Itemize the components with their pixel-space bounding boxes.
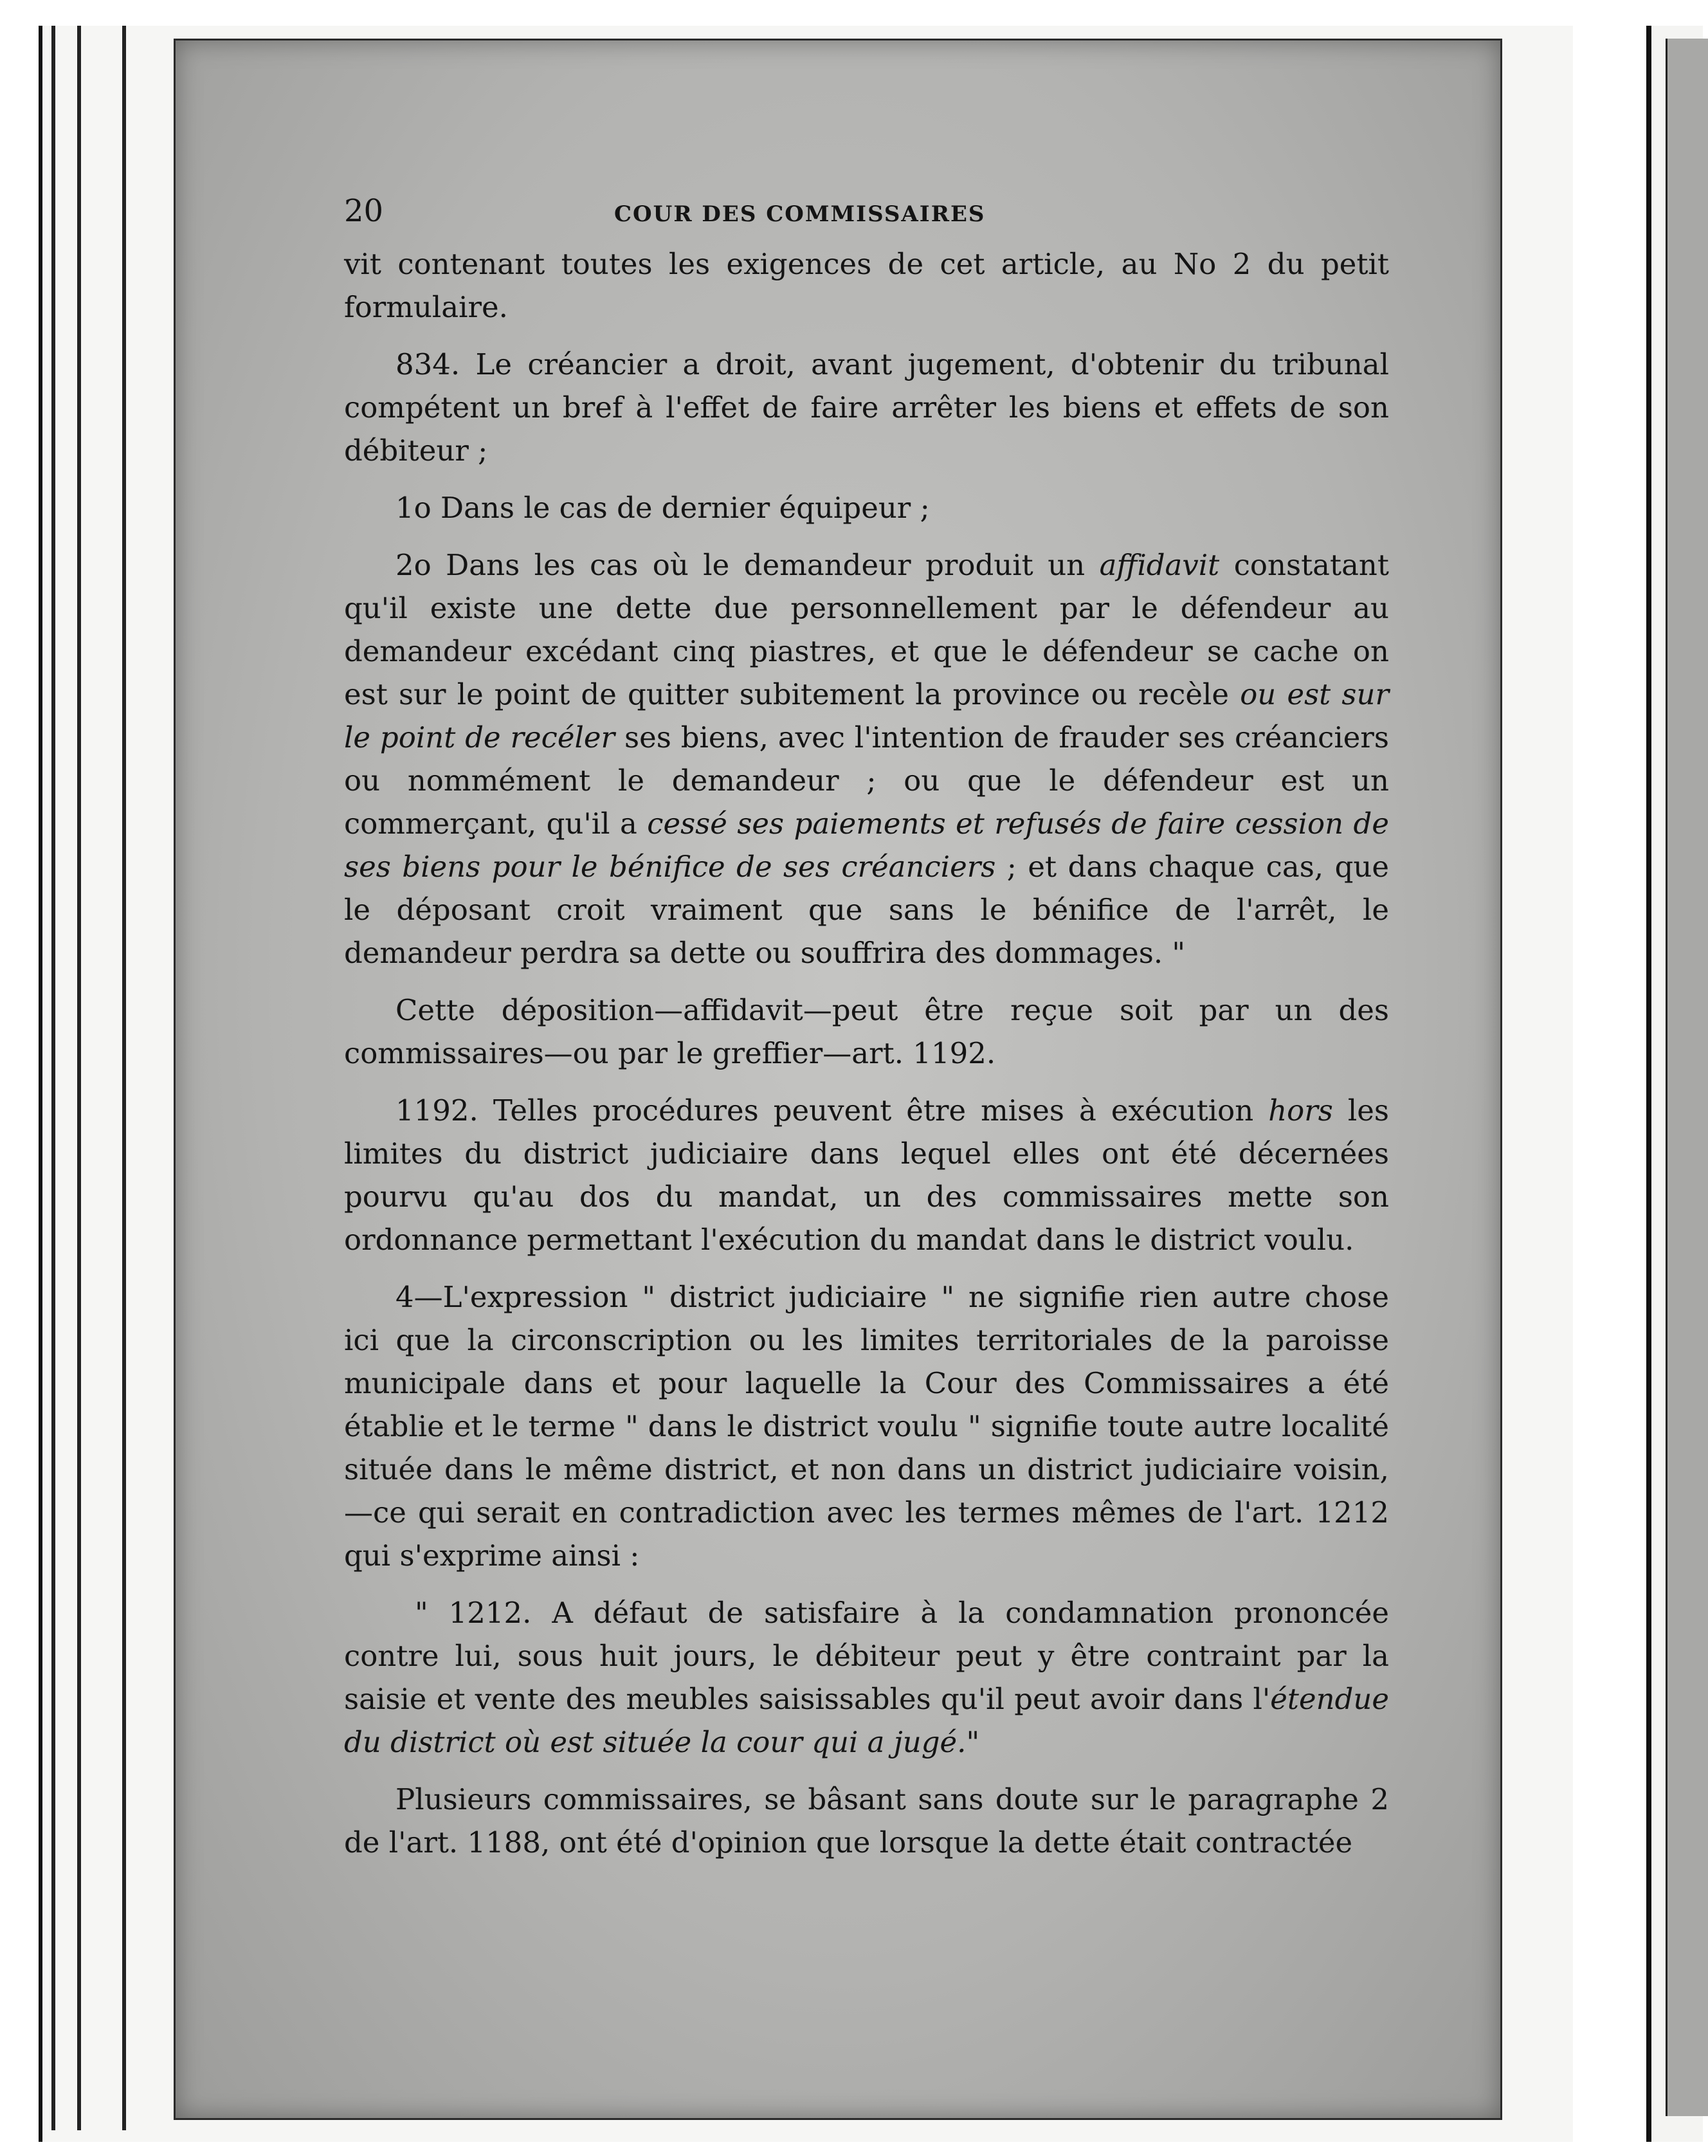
page-edge [122,26,126,2130]
paragraph-1192 [344,1089,1389,1261]
page-edge [77,26,81,2130]
text-run: ; et dans chaque cas, que le déposant croit vraiment que sans le bénifice de l'arrêt, le demandeur perdra sa dette ou souffrira des dommages. " [344,850,1389,970]
page-header [344,190,1389,236]
page-edge [51,26,55,2130]
text-run: " [966,1725,980,1759]
italic-run: ou est sur le point de recéler [344,677,1390,754]
paragraph-deposition: Cette déposition—affidavit—peut être reçue soit par un des commissaires—ou par le greffier—art. 1192. [344,993,1389,1070]
paragraph-item-1: 1o Dans le cas de dernier équipeur ; [395,491,930,525]
text-run: ses biens, avec l'intention de frauder ses créanciers ou nommément le demandeur ; ou que le défendeur est un commerçant, qu'il a [344,720,1389,841]
running-title: COUR DES COMMISSAIRES [614,201,986,227]
italic-run: étendue du district où est située la cour qui a jugé. [344,1682,1389,1759]
paragraph-quote-1212 [344,1591,1389,1764]
text-run: " 1212. A défaut de satisfaire à la condamnation prononcée contre lui, sous huit jours, le débiteur peut y être contraint par la saisie et vente des meubles saisissables qu'il peut avoir dans l' [344,1596,1389,1716]
paragraph-834: 834. Le créancier a droit, avant jugement, d'obtenir du tribunal compétent un bref à l'effet de faire arrêter les biens et effets de son débiteur ; [344,347,1389,468]
italic-run: affidavit [1099,548,1220,582]
text-run: les limites du district judiciaire dans lequel elles ont été décernées pourvu qu'au dos du mandat, un des commissaires mette son ordonnance permettant l'exécution du mandat dans le district voulu. [344,1093,1390,1257]
text-run: 1192. Telles procédures peuvent être mises à exécution [395,1093,1269,1128]
paragraph-4: 4—L'expression " district judiciaire " ne signifie rien autre chose ici que la circonscription ou les limites territoriales de la paroisse municipale dans et pour laquelle la Cour des Commissaires a été établie et le terme " dans le district voulu " signifie toute autre localité située dans le même district, et non dans un district judiciaire voisin,—ce qui serait en contradiction avec les termes mêmes de l'art. 1212 qui s'exprime ainsi : [344,1280,1389,1573]
page-number: 20 [344,193,384,229]
paragraph-plusieurs: Plusieurs commissaires, se bâsant sans doute sur le paragraphe 2 de l'art. 1188, ont été d'opinion que lorsque la dette était contractée [344,1782,1389,1859]
italic-run: hors [1268,1093,1333,1128]
text-run: constatant qu'il existe une dette due personnellement par le défendeur au demandeur excédant cinq piastres, et que le défendeur se cache on est sur le point de quitter subitement la province ou recèle [344,548,1389,711]
page-text [344,190,1389,1878]
paragraph-continuation: vit contenant toutes les exigences de cet article, au No 2 du petit formulaire. [344,247,1389,324]
text-run: 2o Dans les cas où le demandeur produit un [395,548,1100,582]
paragraph-item-2 [344,544,1389,974]
facing-page-scan [1666,39,1708,2116]
italic-run: cessé ses paiements et refusés de faire cession de ses biens pour le bénifice de ses créanciers [344,807,1389,884]
